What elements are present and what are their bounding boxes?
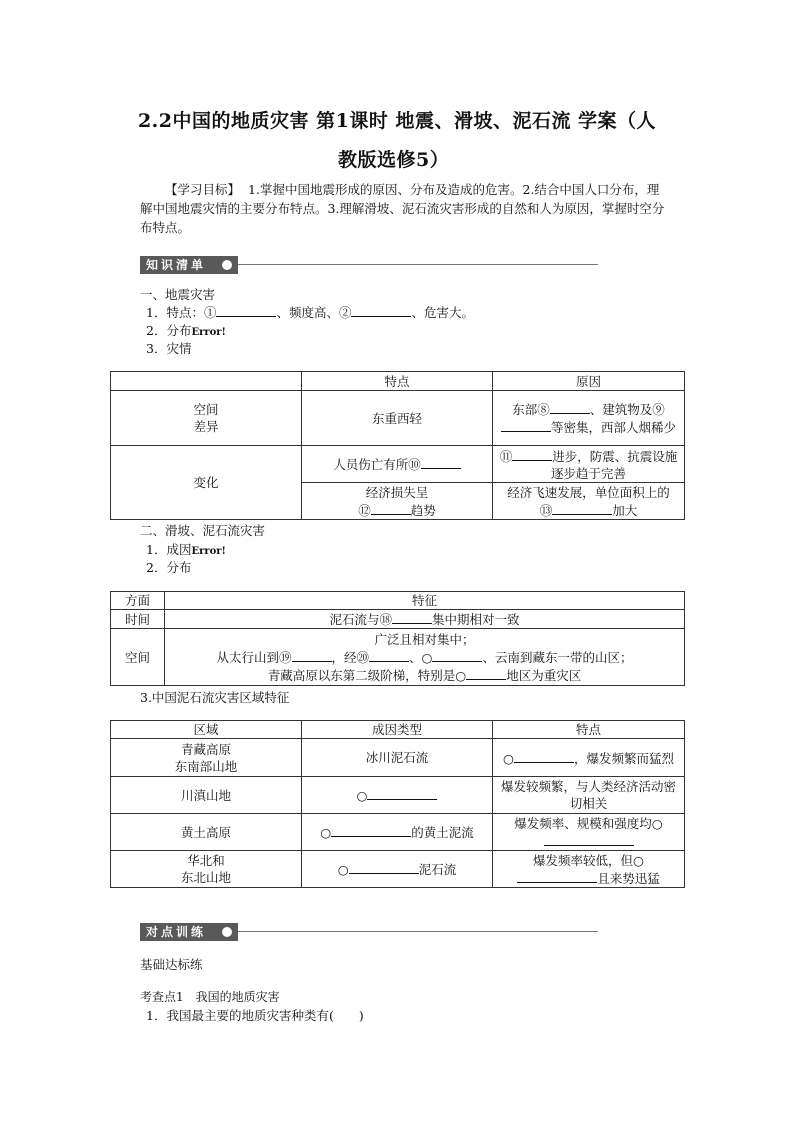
cell-space: 广泛且相对集中； 从太行山到⑲ ，经⑳ 、○ 、云南到藏东一带的山区； 青藏高原以东第二级阶梯，特别是○ 地区为重灾区 bbox=[165, 629, 685, 686]
cell-region: 川滇山地 bbox=[111, 777, 302, 814]
cell-feature: 经济损失呈 ⑫ 趋势 bbox=[302, 483, 493, 520]
page-title-line1: 2.2中国的地质灾害 第1课时 地震、滑坡、泥石流 学案（人 bbox=[137, 110, 657, 132]
table-row bbox=[111, 814, 685, 851]
answer-blank[interactable] bbox=[351, 303, 411, 317]
table-header: 区域 bbox=[111, 721, 302, 739]
answer-blank[interactable] bbox=[550, 400, 590, 414]
cell-cause: ○ 的黄土泥流 bbox=[302, 814, 493, 851]
section1-item2: 2．分布Error! bbox=[146, 323, 226, 338]
section2-heading: 二、滑坡、泥石流灾害 bbox=[140, 523, 266, 538]
cell-cause: 冰川泥石流 bbox=[302, 739, 493, 777]
banner-dot-icon bbox=[222, 927, 232, 937]
cell-time: 泥石流与⑱ 集中期相对一致 bbox=[165, 610, 685, 629]
table-header: 特征 bbox=[165, 592, 685, 610]
table-row bbox=[111, 739, 685, 777]
page-title-line2: 教版选修5） bbox=[338, 149, 450, 171]
section1-item1: 1．特点：① 、频度高、② 、危害大。 bbox=[146, 305, 474, 320]
debris-flow-table bbox=[110, 720, 685, 888]
section3-heading: 3.中国泥石流灾害区域特征 bbox=[140, 690, 290, 705]
row-label-time: 时间 bbox=[111, 610, 165, 629]
cell-cause: ○ bbox=[302, 777, 493, 814]
knowledge-banner-label: 知识清单 bbox=[140, 256, 238, 274]
table-header bbox=[111, 372, 302, 391]
cell-region: 青藏高原 东南部山地 bbox=[111, 739, 302, 777]
answer-blank[interactable] bbox=[421, 455, 461, 469]
cell-feature: ○ ，爆发频繁而猛烈 bbox=[493, 739, 685, 777]
answer-blank[interactable] bbox=[392, 610, 432, 624]
banner-dot-icon bbox=[222, 260, 232, 270]
cell-feature: 东重西轻 bbox=[302, 391, 493, 446]
cell-feature: 爆发较频繁，与人类经济活动密切相关 bbox=[493, 777, 685, 814]
answer-blank[interactable] bbox=[501, 418, 551, 432]
section2-item1: 1．成因Error! bbox=[146, 542, 226, 557]
answer-blank[interactable] bbox=[371, 501, 411, 515]
question-1: 1．我国最主要的地质灾害种类有( ) bbox=[146, 1008, 364, 1023]
answer-blank[interactable] bbox=[331, 823, 411, 837]
row-label-space: 空间 bbox=[111, 629, 165, 686]
answer-blank[interactable] bbox=[512, 447, 552, 461]
practice-banner-label: 对点训练 bbox=[140, 923, 238, 941]
answer-blank[interactable] bbox=[216, 303, 276, 317]
section1-item3: 3．灾情 bbox=[146, 341, 192, 356]
answer-blank[interactable] bbox=[369, 648, 409, 662]
banner-rule bbox=[238, 264, 598, 265]
cell-feature: 爆发频率较低，但○ 且来势迅猛 bbox=[493, 851, 685, 888]
table-header: 方面 bbox=[111, 592, 165, 610]
answer-blank[interactable] bbox=[349, 860, 419, 874]
table-header: 原因 bbox=[493, 372, 685, 391]
section2-item2: 2．分布 bbox=[146, 560, 192, 575]
cell-reason: 经济飞速发展，单位面积上的 ⑬ 加大 bbox=[493, 483, 685, 520]
table-row bbox=[111, 851, 685, 888]
banner-rule bbox=[238, 931, 598, 932]
answer-blank[interactable] bbox=[292, 648, 332, 662]
objectives-label: 【学习目标】 bbox=[165, 182, 241, 197]
row-label-spatial: 空间 差异 bbox=[111, 391, 302, 446]
cell-cause: ○ 泥石流 bbox=[302, 851, 493, 888]
section1-heading: 一、地震灾害 bbox=[140, 287, 216, 302]
distribution-table bbox=[110, 591, 685, 686]
cell-feature: 爆发频率、规模和强度均○ bbox=[493, 814, 685, 851]
cell-region: 黄土高原 bbox=[111, 814, 302, 851]
table-row bbox=[111, 777, 685, 814]
row-label-change: 变化 bbox=[111, 446, 302, 520]
answer-blank[interactable] bbox=[552, 501, 612, 515]
learning-objectives bbox=[140, 180, 670, 237]
answer-blank[interactable] bbox=[367, 786, 437, 800]
cell-region: 华北和 东北山地 bbox=[111, 851, 302, 888]
cell-reason: ⑪ 进步，防震、抗震设施逐步趋于完善 bbox=[493, 446, 685, 483]
cell-reason: 东部⑧ 、建筑物及⑨ 等密集，西部人烟稀少 bbox=[493, 391, 685, 446]
answer-blank[interactable] bbox=[544, 832, 634, 846]
objectives-text: 1.掌握中国地震形成的原因、分布及造成的危害。2.结合中国人口分布，理解中国地震灾情的主要分布特点。3.理解滑坡、泥石流灾害形成的自然和人为原因，掌握时空分布特点。 bbox=[140, 182, 665, 235]
table-header: 特点 bbox=[302, 372, 493, 391]
answer-blank[interactable] bbox=[517, 869, 597, 883]
practice-point-label: 考查点1 我国的地质灾害 bbox=[140, 990, 280, 1004]
practice-subheading: 基础达标练 bbox=[140, 957, 203, 972]
answer-blank[interactable] bbox=[466, 666, 506, 680]
cell-feature: 人员伤亡有所⑩ bbox=[302, 446, 493, 483]
answer-blank[interactable] bbox=[432, 648, 482, 662]
table-header: 成因类型 bbox=[302, 721, 493, 739]
answer-blank[interactable] bbox=[514, 749, 574, 763]
disaster-table bbox=[110, 371, 685, 520]
table-header: 特点 bbox=[493, 721, 685, 739]
